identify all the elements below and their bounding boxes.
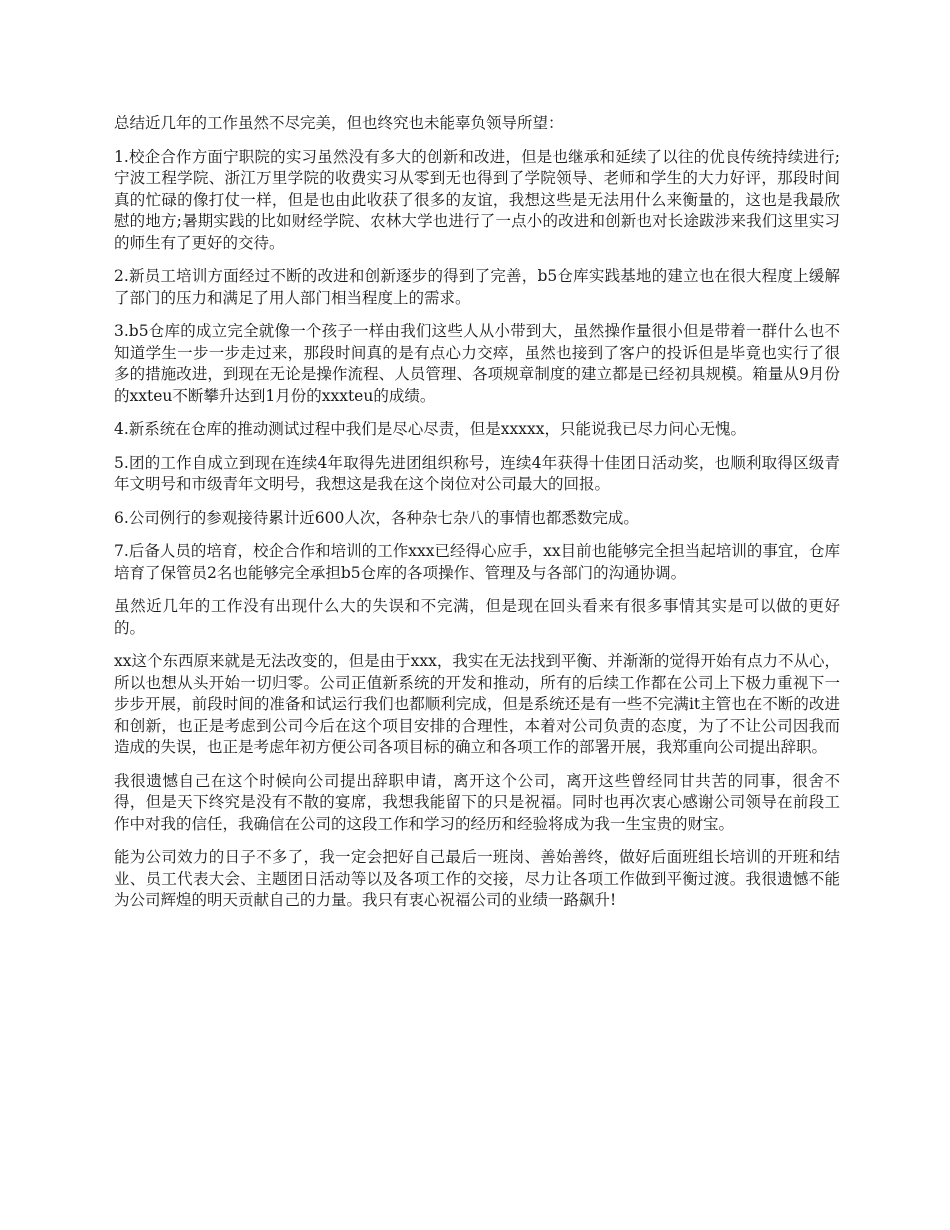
paragraph-gratitude: 我很遗憾自己在这个时候向公司提出辞职申请，离开这个公司，离开这些曾经同甘共苦的同事，很舍不得，但是天下终究是没有不散的宴席，我想我能留下的只是祝福。同时也再次衷心感谢公司领导在前段工作中对我的信任，我确信在公司的这段工作和学习的经历和经验将成为我一生宝贵的财宝。: [114, 771, 840, 833]
paragraph-item-7: 7.后备人员的培育，校企合作和培训的工作xxx已经得心应手，xx目前也能够完全担当起培训的事宜，仓库培育了保管员2名也能够完全承担b5仓库的各项操作、管理及与各部门的沟通协调。: [114, 542, 840, 582]
paragraph-item-6: 6.公司例行的参观接待累计近600人次，各种杂七杂八的事情也都悉数完成。: [114, 508, 639, 527]
paragraph-intro: 总结近几年的工作虽然不尽完美，但也终究也未能辜负领导所望：: [114, 114, 564, 132]
paragraph-closing: 能为公司效力的日子不多了，我一定会把好自己最后一班岗、善始善终，做好后面班组长培训的开班和结业、员工代表大会、主题团日活动等以及各项工作的交接，尽力让各项工作做到平衡过渡。我很遗憾不能为公司辉煌的明天贡献自己的力量。我只有衷心祝福公司的业绩一路飙升!: [114, 848, 840, 909]
paragraph-reflection: 虽然近几年的工作没有出现什么大的失误和不完满，但是现在回头看来有很多事情其实是可以做的更好的。: [114, 597, 840, 637]
document-body: [114, 113, 840, 924]
paragraph-item-1: 1.校企合作方面宁职院的实习虽然没有多大的创新和改进，但是也继承和延续了以往的优良传统持续进行;宁波工程学院、浙江万里学院的收费实习从零到无也得到了学院领导、老师和学生的大力好评，那段时间真的忙碌的像打仗一样，但是也由此收获了很多的友谊，我想这些是无法用什么来衡量的，这也是我最欣慰的地方;暑期实践的比如财经学院、农林大学也进行了一点小的改进和创新也对长途跋涉来我们这里实习的师生有了更好的交待。: [114, 147, 840, 252]
paragraph-item-3: 3.b5仓库的成立完全就像一个孩子一样由我们这些人从小带到大，虽然操作量很小但是带着一群什么也不知道学生一步一步走过来，那段时间真的是有点心力交瘁，虽然也接到了客户的投诉但是毕竟也实行了很多的措施改进，到现在无论是操作流程、人员管理、各项规章制度的建立都是已经初具规模。箱量从9月份的xxteu不断攀升达到1月份的xxxteu的成绩。: [114, 322, 840, 405]
paragraph-item-2: 2.新员工培训方面经过不断的改进和创新逐步的得到了完善，b5仓库实践基地的建立也在很大程度上缓解了部门的压力和满足了用人部门相当程度上的需求。: [114, 267, 840, 307]
paragraph-resignation-reason: xx这个东西原来就是无法改变的，但是由于xxx，我实在无法找到平衡、并渐渐的觉得开始有点力不从心，所以也想从头开始一切归零。公司正值新系统的开发和推动，所有的后续工作都在公司上下极力重视下一步步开展，前段时间的准备和试运行我们也都顺利完成，但是系统还是有一些不完满it主管也在不断的改进和创新，也正是考虑到公司今后在这个项目安排的合理性，本着对公司负责的态度，为了不让公司因我而造成的失误，也正是考虑年初方便公司各项目标的确立和各项工作的部署开展，我郑重向公司提出辞职。: [114, 652, 840, 756]
paragraph-item-5: 5.团的工作自成立到现在连续4年取得先进团组织称号，连续4年获得十佳团日活动奖，也顺利取得区级青年文明号和市级青年文明号，我想这是我在这个岗位对公司最大的回报。: [114, 453, 840, 493]
paragraph-item-4: 4.新系统在仓库的推动测试过程中我们是尽心尽责，但是xxxxx，只能说我已尽力问心无愧。: [114, 420, 746, 438]
